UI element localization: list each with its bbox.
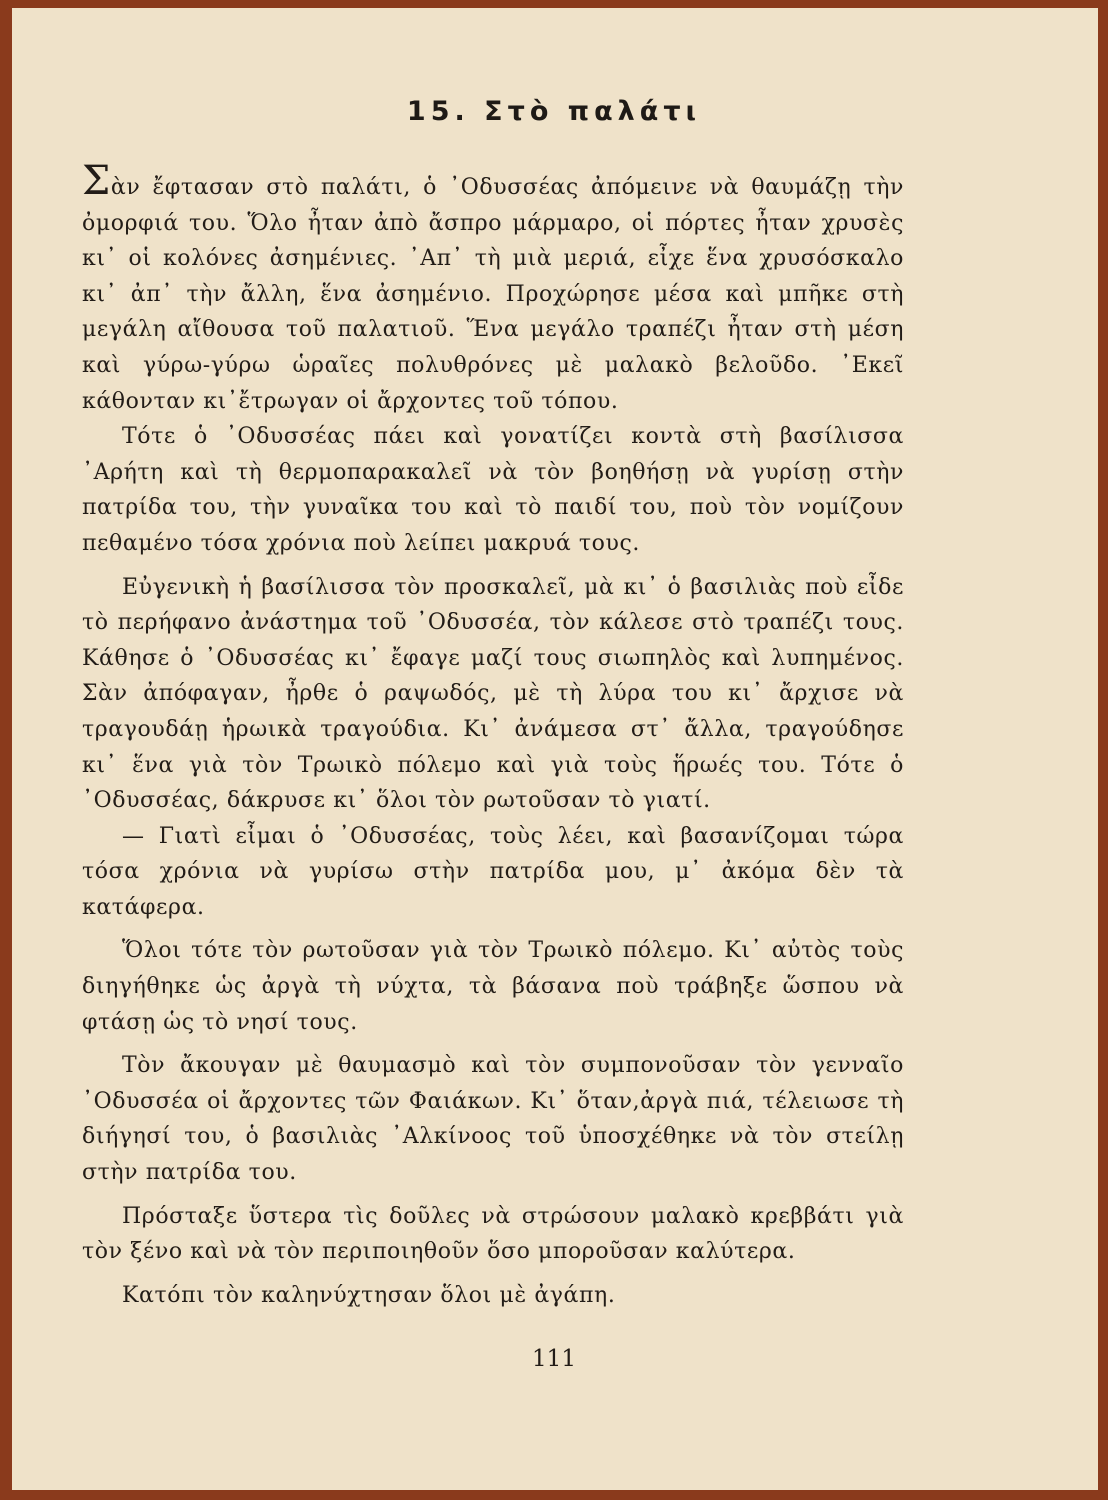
paragraph-8: Κατόπι τὸν καληνύχτησαν ὅλοι μὲ ἀγάπη. bbox=[122, 1282, 616, 1308]
body-text bbox=[82, 158, 904, 1313]
drop-cap: Σ bbox=[82, 158, 111, 204]
paragraph-4: — Γιατὶ εἶμαι ὁ ᾿Οδυσσέας, τοὺς λέει, καὶ βασανίζομαι τώρα τόσα χρόνια νὰ γυρίσω στὴν πατρίδα μου, μ᾿ ἀκόμα δὲν τὰ κατάφερα. bbox=[82, 823, 904, 920]
page-edge-right bbox=[1098, 0, 1108, 1500]
paragraph-1-text: ὰν ἔφτασαν στὸ παλάτι, ὁ ᾿Οδυσσέας ἀπόμεινε νὰ θαυμάζῃ τὴν ὀμορφιά του. Ὅλο ἦταν ἀπὸ ἄσπρο μάρμαρο, οἱ πόρτες ἦταν χρυσὲς κι᾿ οἱ κολόνες ἀσημένιες. ᾿Απ᾿ τὴ μιὰ μεριά, εἶχε ἕνα χρυσόσκαλο κι᾿ ἀπ᾿ τὴν ἄλλη, ἕνα ἀσημένιο. Προχώρησε μέσα καὶ μπῆκε στὴ μεγάλη αἴθουσα τοῦ παλατιοῦ. Ἕνα μεγάλο τραπέζι ἦταν στὴ μέση καὶ γύρω-γύρω ὡραῖες πολυθρόνες μὲ μαλακὸ βελοῦδο. ᾿Εκεῖ κάθονταν κι᾿ἔτρωγαν οἱ ἄρχοντες τοῦ τόπου. bbox=[82, 175, 904, 414]
paragraph-3: Εὐγενικὴ ἡ βασίλισσα τὸν προσκαλεῖ, μὰ κι᾿ ὁ βασιλιὰς ποὺ εἶδε τὸ περήφανο ἀνάστημα τοῦ ᾿Οδυσσέα, τὸν κάλεσε στὸ τραπέζι τους. Κάθησε ὁ ᾿Οδυσσέας κι᾿ ἔφαγε μαζί τους σιωπηλὸς καὶ λυπημένος. Σὰν ἀπόφαγαν, ἦρθε ὁ ραψωδός, μὲ τὴ λύρα του κι᾿ ἄρχισε νὰ τραγουδάῃ ἡρωικὰ τραγούδια. Κι᾿ ἀνάμεσα στ᾿ ἄλλα, τραγούδησε κι᾿ ἕνα γιὰ τὸν Τρωικὸ πόλεμο καὶ γιὰ τοὺς ἥρωές του. Τότε ὁ ᾿Οδυσσέας, δάκρυσε κι᾿ ὅλοι τὸν ρωτοῦσαν τὸ γιατί. bbox=[82, 574, 904, 814]
paragraph-1 bbox=[82, 158, 904, 419]
paragraph-6: Τὸν ἄκουγαν μὲ θαυμασμὸ καὶ τὸν συμπονοῦσαν τὸν γενναῖο ᾿Οδυσσέα οἱ ἄρχοντες τῶν Φαιάκων. Κι᾿ ὅταν,ἀργὰ πιά, τέλειωσε τὴ διήγησί του, ὁ βασιλιὰς ᾿Αλκίνοος τοῦ ὑποσχέθηκε νὰ τὸν στείλῃ στὴν πατρίδα του. bbox=[82, 1053, 904, 1186]
paragraph-7: Πρόσταξε ὕστερα τὶς δοῦλες νὰ στρώσουν μαλακὸ κρεββάτι γιὰ τὸν ξένο καὶ νὰ τὸν περιποιηθοῦν ὅσο μποροῦσαν καλύτερα. bbox=[82, 1203, 904, 1265]
page-number: 111 bbox=[532, 1346, 576, 1372]
page-edge-left bbox=[0, 0, 12, 1500]
paragraph-2: Τότε ὁ ᾿Οδυσσέας πάει καὶ γονατίζει κοντὰ στὴ βασίλισσα ᾿Αρήτη καὶ τὴ θερμοπαρακαλεῖ νὰ τὸν βοηθήσῃ νὰ γυρίσῃ στὴν πατρίδα του, τὴν γυναῖκα του καὶ τὸ παιδί του, ποὺ τὸν νομίζουν πεθαμένο τόσα χρόνια ποὺ λείπει μακρυά τους. bbox=[82, 424, 904, 556]
page-edge-top bbox=[0, 0, 1108, 8]
chapter-title: 15. Στὸ παλάτι bbox=[406, 96, 702, 127]
paragraph-5: Ὅλοι τότε τὸν ρωτοῦσαν γιὰ τὸν Τρωικὸ πόλεμο. Κι᾿ αὐτὸς τοὺς διηγήθηκε ὡς ἀργὰ τὴ νύχτα, τὰ βάσανα ποὺ τράβηξε ὥσπου νὰ φτάσῃ ὡς τὸ νησί τους. bbox=[82, 938, 904, 1035]
page-edge-bottom bbox=[0, 1490, 1108, 1500]
